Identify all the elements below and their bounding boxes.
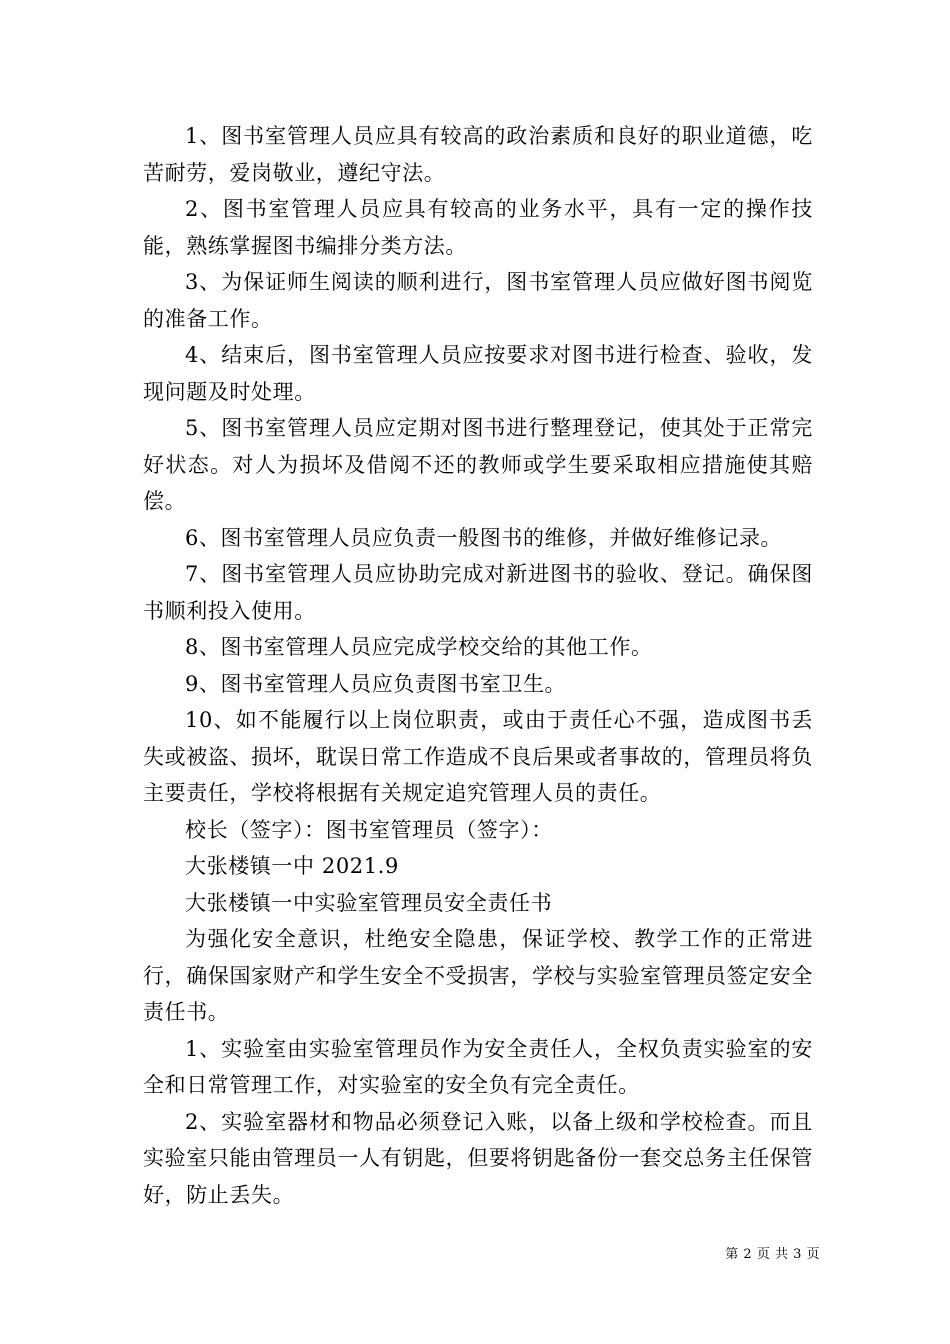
lab-item-1: 1、实验室由实验室管理员作为安全责任人，全权负责实验室的安全和日常管理工作，对实验室的安全负有完全责任。 [143,1036,813,1097]
section-title: 大张楼镇一中实验室管理员安全责任书 [185,890,553,915]
lab-item-2: 2、实验室器材和物品必须登记入账，以备上级和学校检查。而且实验室只能由管理员一人有钥匙，但要将钥匙备份一套交总务主任保管好，防止丢失。 [143,1109,813,1207]
duty-item-5: 5、图书室管理人员应定期对图书进行整理登记，使其处于正常完好状态。对人为损坏及借阅不还的教师或学生要采取相应措施使其赔偿。 [143,416,813,513]
duty-item-4: 4、结束后，图书室管理人员应按要求对图书进行检查、验收，发现问题及时处理。 [143,343,813,404]
school-date-line: 大张楼镇一中 2021.9 [185,854,399,878]
signature-line: 校长（签字）：图书室管理员（签字）： [185,817,553,842]
intro-paragraph: 为强化安全意识，杜绝安全隐患，保证学校、教学工作的正常进行，确保国家财产和学生安全不受损害，学校与实验室管理员签定安全责任书。 [143,927,813,1024]
duty-item-1: 1、图书室管理人员应具有较高的政治素质和良好的职业道德，吃苦耐劳，爱岗敬业，遵纪守法。 [143,124,813,185]
page-number: 第 2 页 共 3 页 [725,1247,820,1262]
duty-item-10: 10、如不能履行以上岗位职责，或由于责任心不强，造成图书丢失或被盗、损坏，耽误日常工作造成不良后果或者事故的，管理员将负主要责任，学校将根据有关规定追究管理人员的责任。 [143,708,813,805]
duty-item-2: 2、图书室管理人员应具有较高的业务水平，具有一定的操作技能，熟练掌握图书编排分类方法。 [143,197,813,258]
duty-item-7: 7、图书室管理人员应协助完成对新进图书的验收、登记。确保图书顺利投入使用。 [143,562,813,623]
duty-item-6: 6、图书室管理人员应负责一般图书的维修，并做好维修记录。 [185,525,783,550]
duty-item-9: 9、图书室管理人员应负责图书室卫生。 [185,671,567,696]
document-body [143,118,813,1213]
duty-item-3: 3、为保证师生阅读的顺利进行，图书室管理人员应做好图书阅览的准备工作。 [143,270,813,331]
duty-item-8: 8、图书室管理人员应完成学校交给的其他工作。 [185,635,653,659]
